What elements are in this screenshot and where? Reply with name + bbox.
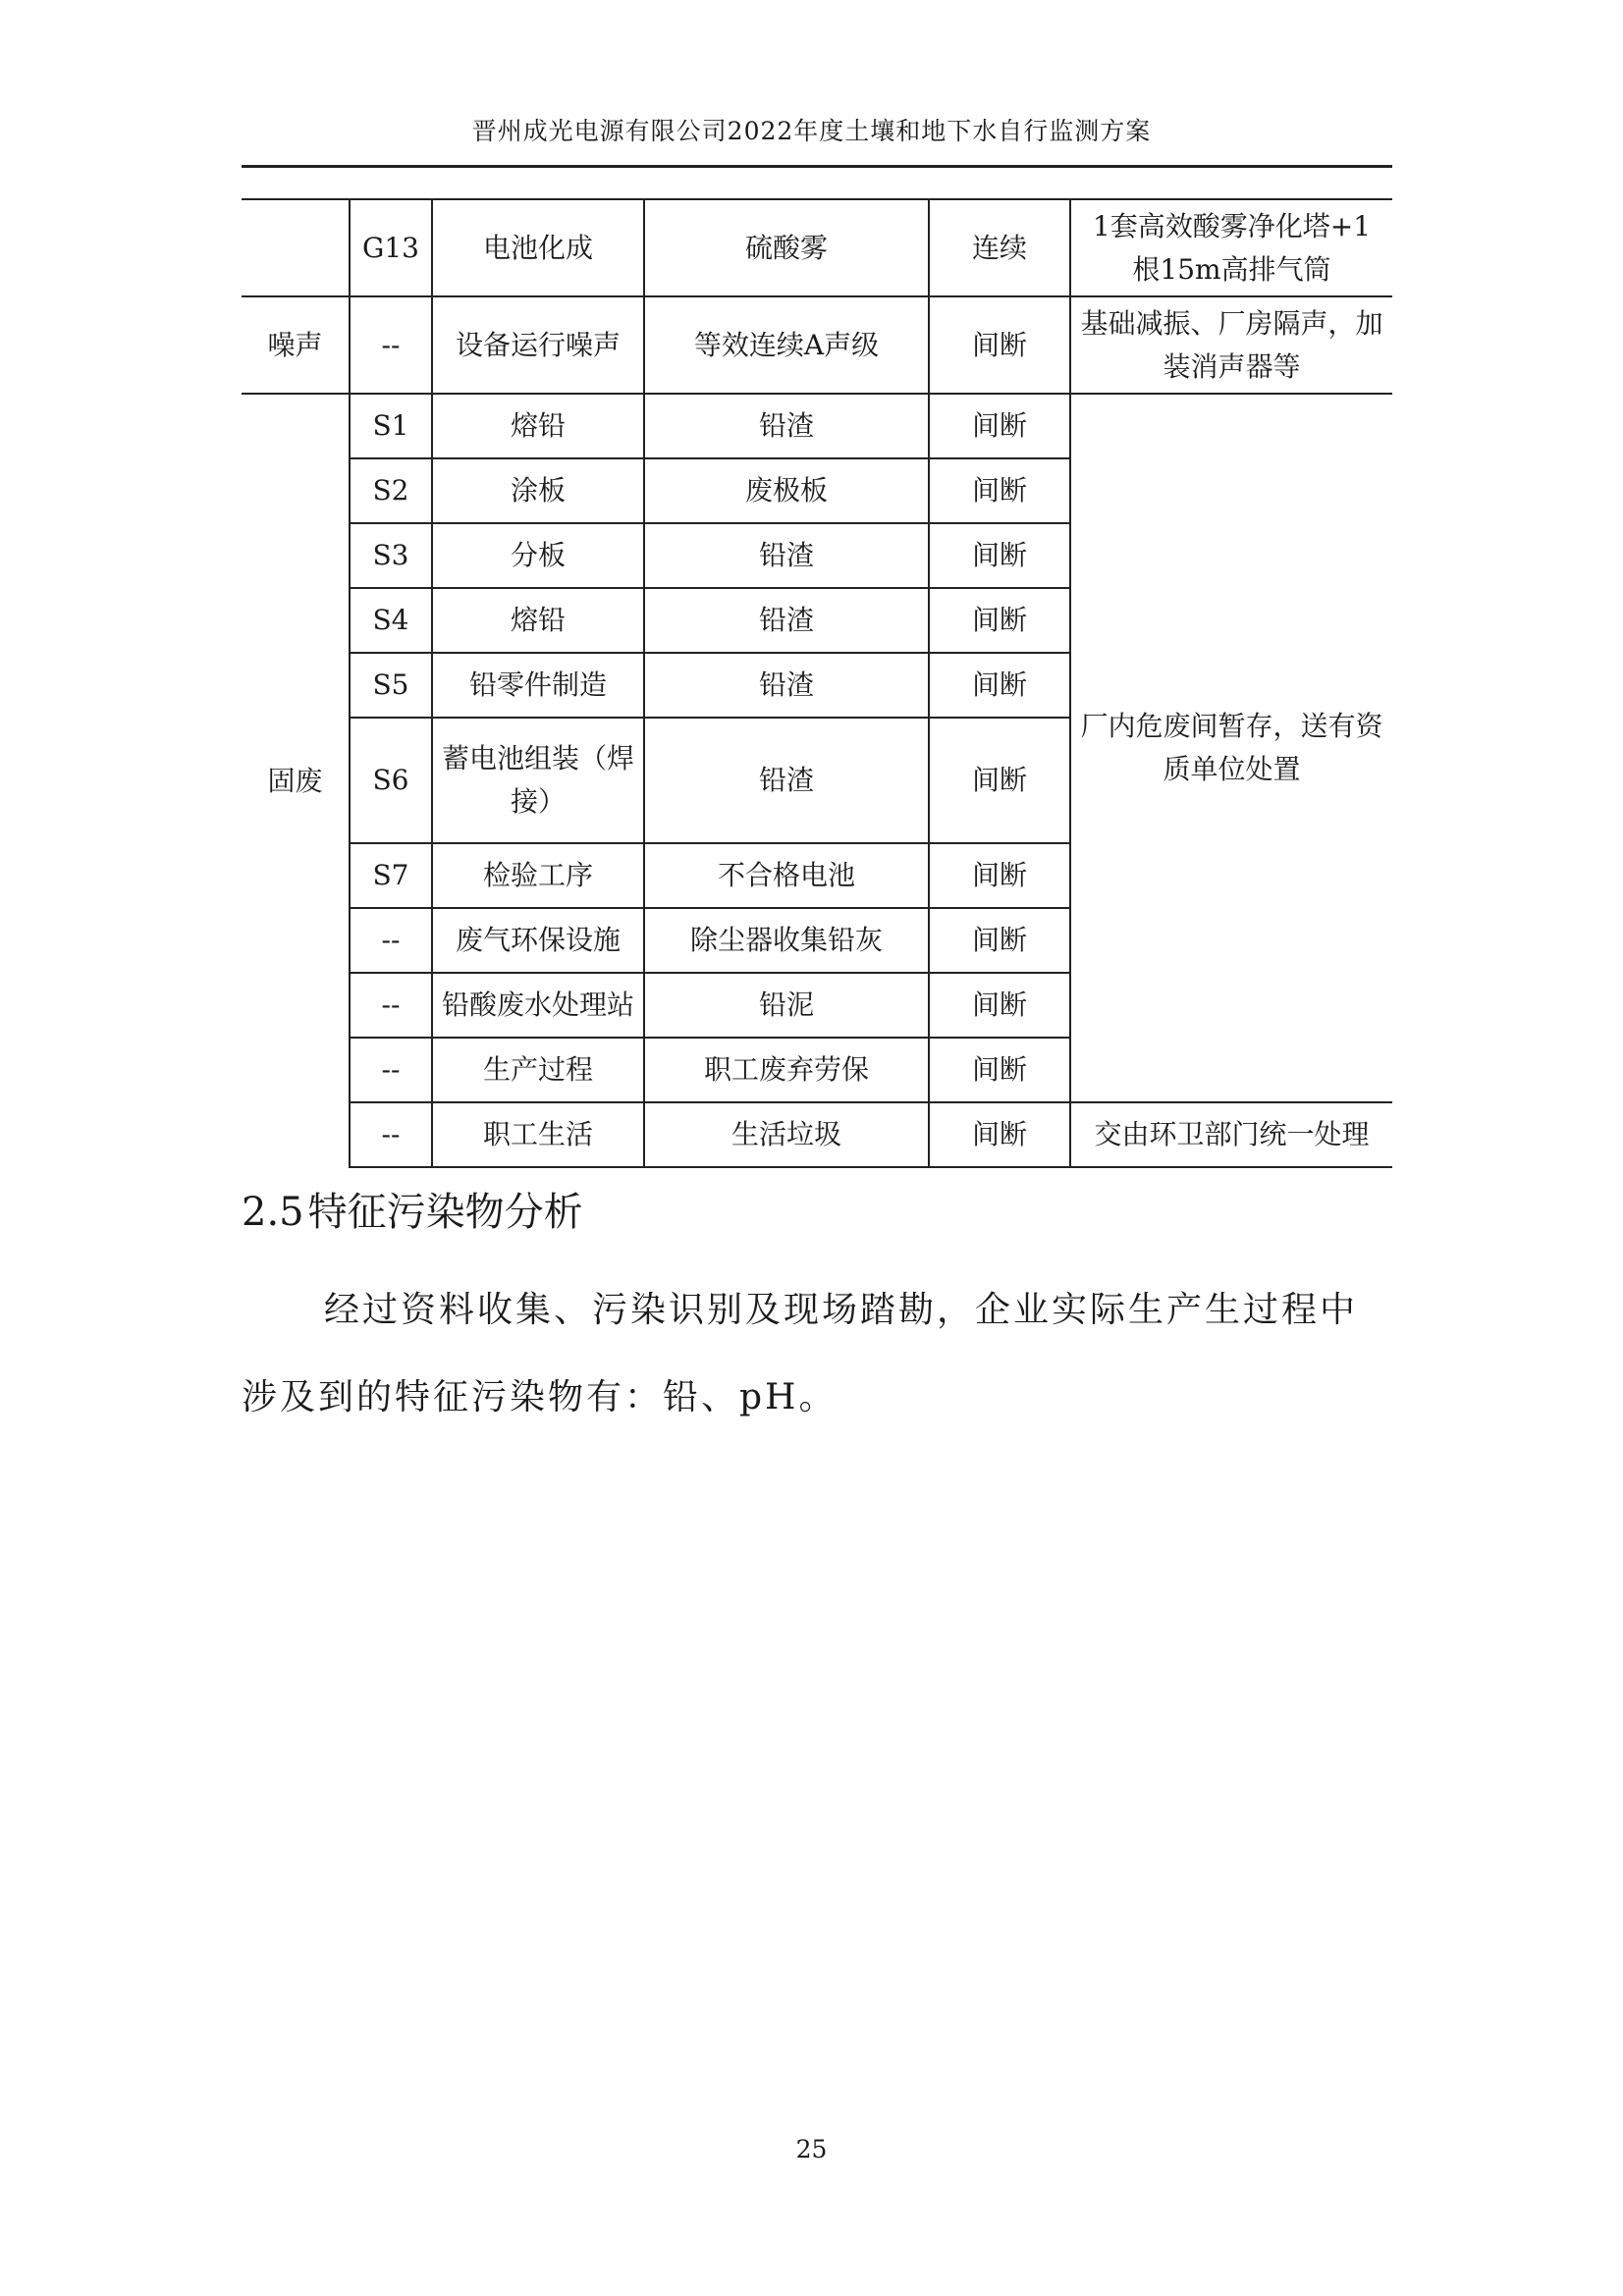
table-cell: 间断: [929, 718, 1070, 843]
table-cell: 熔铅: [432, 394, 644, 458]
table-cell: 分板: [432, 523, 644, 588]
table-cell: 间断: [929, 973, 1070, 1038]
table-cell: 电池化成: [432, 199, 644, 296]
table-cell: 间断: [929, 394, 1070, 458]
table-cell: 基础减振、厂房隔声，加装消声器等: [1070, 296, 1392, 394]
table-cell: 间断: [929, 908, 1070, 973]
table-cell: 间断: [929, 523, 1070, 588]
table-cell: --: [350, 908, 432, 973]
table-cell: 铅渣: [644, 588, 929, 653]
table-cell: [242, 199, 350, 296]
table-cell: 铅渣: [644, 394, 929, 458]
page-number: 25: [795, 2135, 828, 2163]
table-cell: S2: [350, 458, 432, 523]
table-cell: 等效连续A声级: [644, 296, 929, 394]
table-cell: --: [350, 1102, 432, 1167]
table-cell: 涂板: [432, 458, 644, 523]
table-cell: 铅零件制造: [432, 653, 644, 718]
table-cell: 1套高效酸雾净化塔+1根15m高排气筒: [1070, 199, 1392, 296]
table-cell: 设备运行噪声: [432, 296, 644, 394]
table-cell: 废气环保设施: [432, 908, 644, 973]
table-cell: S1: [350, 394, 432, 458]
table-cell: 间断: [929, 588, 1070, 653]
section-number: 2.5: [242, 1190, 304, 1235]
table-cell: 除尘器收集铅灰: [644, 908, 929, 973]
table-cell: 铅渣: [644, 718, 929, 843]
table-row: [242, 1102, 1392, 1167]
table-cell: 间断: [929, 1038, 1070, 1102]
table-cell: S5: [350, 653, 432, 718]
header-rule: [242, 165, 1392, 168]
table-cell: 铅渣: [644, 523, 929, 588]
table-cell: 不合格电池: [644, 843, 929, 908]
table-cell: 交由环卫部门统一处理: [1070, 1102, 1392, 1167]
table-cell: 铅酸废水处理站: [432, 973, 644, 1038]
table-cell: 固废: [242, 394, 350, 1167]
table-cell: 废极板: [644, 458, 929, 523]
table-cell: S3: [350, 523, 432, 588]
table-cell: --: [350, 973, 432, 1038]
table-cell: 间断: [929, 653, 1070, 718]
table-cell: 铅泥: [644, 973, 929, 1038]
table-cell: 生活垃圾: [644, 1102, 929, 1167]
table-cell: 硫酸雾: [644, 199, 929, 296]
section-title: 特征污染物分析: [307, 1190, 583, 1235]
table-cell: 蓄电池组装（焊接）: [432, 718, 644, 843]
table-cell: 间断: [929, 458, 1070, 523]
table-cell: S4: [350, 588, 432, 653]
body-paragraph: 经过资料收集、污染识别及现场踏勘，企业实际生产生过程中涉及到的特征污染物有：铅、pH。: [242, 1290, 1359, 1417]
table-cell: 检验工序: [432, 843, 644, 908]
table-cell: S6: [350, 718, 432, 843]
table-cell: --: [350, 1038, 432, 1102]
table-row: [242, 394, 1392, 458]
table-cell: 熔铅: [432, 588, 644, 653]
table-cell: --: [350, 296, 432, 394]
table-row: [242, 296, 1392, 394]
table-cell: S7: [350, 843, 432, 908]
table-cell: 厂内危废间暂存，送有资质单位处置: [1070, 394, 1392, 1102]
section-heading: [242, 1181, 583, 1237]
table-cell: 间断: [929, 296, 1070, 394]
table-cell: 职工生活: [432, 1102, 644, 1167]
table-cell: 生产过程: [432, 1038, 644, 1102]
running-header: 晋州成光电源有限公司2022年度土壤和地下水自行监测方案: [471, 117, 1152, 145]
table-cell: 职工废弃劳保: [644, 1038, 929, 1102]
table-cell: 间断: [929, 843, 1070, 908]
table-cell: 间断: [929, 1102, 1070, 1167]
table-cell: 噪声: [242, 296, 350, 394]
emission-table: [242, 198, 1392, 1168]
table-cell: 连续: [929, 199, 1070, 296]
table-cell: 铅渣: [644, 653, 929, 718]
table-cell: G13: [350, 199, 432, 296]
table-row: [242, 199, 1392, 296]
